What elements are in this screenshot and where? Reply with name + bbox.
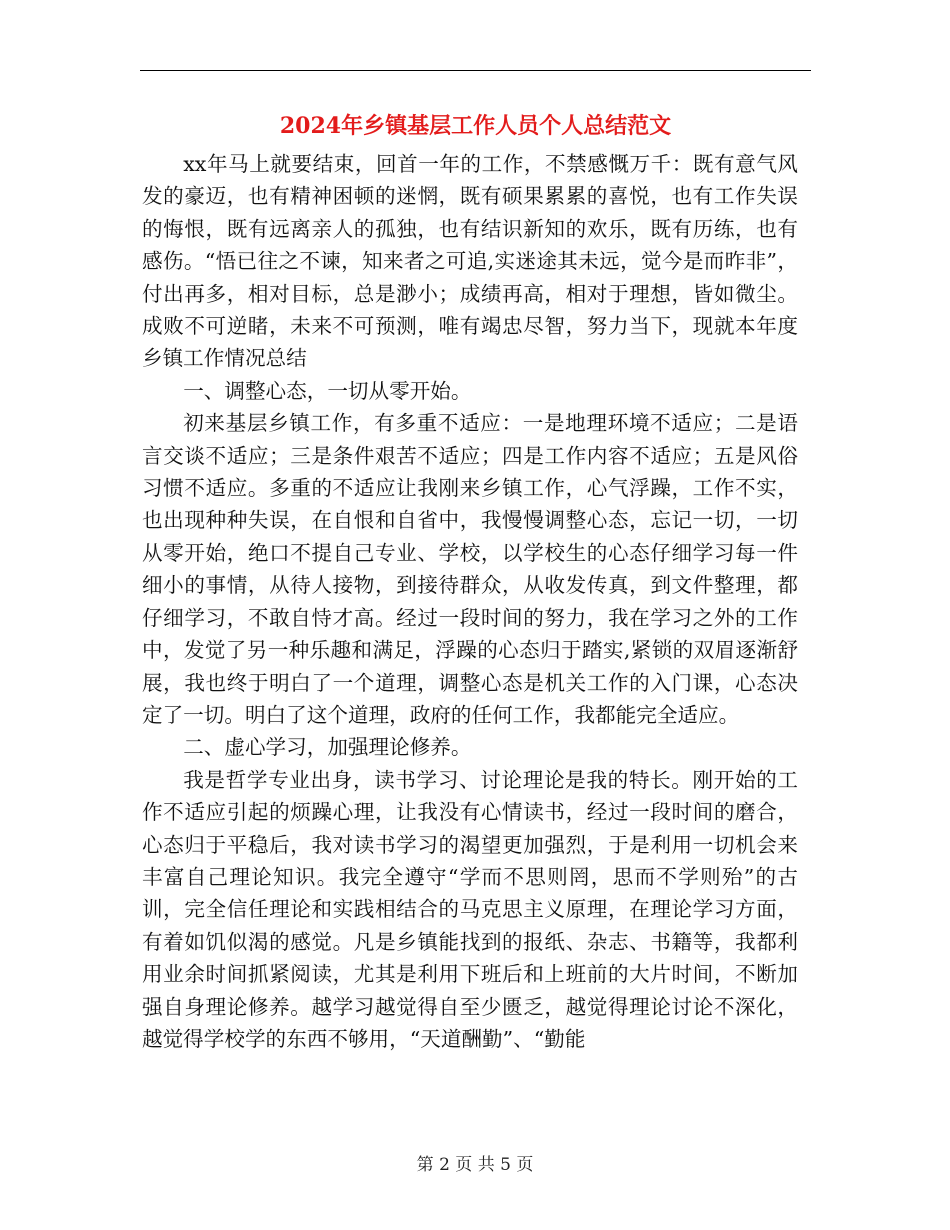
section-heading-2: 二、虚心学习，加强理论修养。 [183,735,472,760]
page-number: 第 2 页 共 5 页 [416,1155,534,1175]
paragraph-intro: xx年马上就要结束，回首一年的工作，不禁感慨万千：既有意气风发的豪迈，也有精神困顿的迷惘，既有硕果累累的喜悦，也有工作失误的悔恨，既有远离亲人的孤独，也有结识新知的欢乐，既有历练，也有感伤。“悟已往之不谏，知来者之可追,实迷途其未远，觉今是而昨非”，付出再多，相对目标，总是渺小；成绩再高，相对于理想，皆如微尘。成败不可逆睹，未来不可预测，唯有竭忠尽智，努力当下，现就本年度乡镇工作情况总结 [142,152,798,371]
paragraph-section-2: 我是哲学专业出身，读书学习、讨论理论是我的特长。刚开始的工作不适应引起的烦躁心理，让我没有心情读书，经过一段时间的磨合，心态归于平稳后，我对读书学习的渴望更加强烈，于是利用一切机会来丰富自己理论知识。我完全遵守“学而不思则罔，思而不学则殆”的古训，完全信任理论和实践相结合的马克思主义原理，在理论学习方面，有着如饥似渴的感觉。凡是乡镇能找到的报纸、杂志、书籍等，我都利用业余时间抓紧阅读，尤其是利用下班后和上班前的大片时间，不断加强自身理论修养。越学习越觉得自至少匮乏，越觉得理论讨论不深化，越觉得学校学的东西不够用，“天道酬勤”、“勤能 [142,767,798,1051]
paragraph-section-1: 初来基层乡镇工作，有多重不适应：一是地理环境不适应；二是语言交谈不适应；三是条件艰苦不适应；四是工作内容不适应；五是风俗习惯不适应。多重的不适应让我刚来乡镇工作，心气浮躁，工作不实，也出现种种失误，在自恨和自省中，我慢慢调整心态，忘记一切，一切从零开始，绝口不提自己专业、学校，以学校生的心态仔细学习每一件细小的事情，从待人接物，到接待群众，从收发传真，到文件整理，都仔细学习，不敢自恃才高。经过一段时间的努力，我在学习之外的工作中，发觉了另一种乐趣和满足，浮躁的心态归于踏实,紧锁的双眉逐渐舒展，我也终于明白了一个道理，调整心态是机关工作的入门课，心态决定了一切。明白了这个道理，政府的任何工作，我都能完全适应。 [142,411,798,727]
document-body [142,148,798,1055]
section-heading-1: 一、调整心态，一切从零开始。 [183,378,472,403]
header-rule [140,70,811,71]
document-title: 2024年乡镇基层工作人员个人总结范文 [279,113,672,139]
